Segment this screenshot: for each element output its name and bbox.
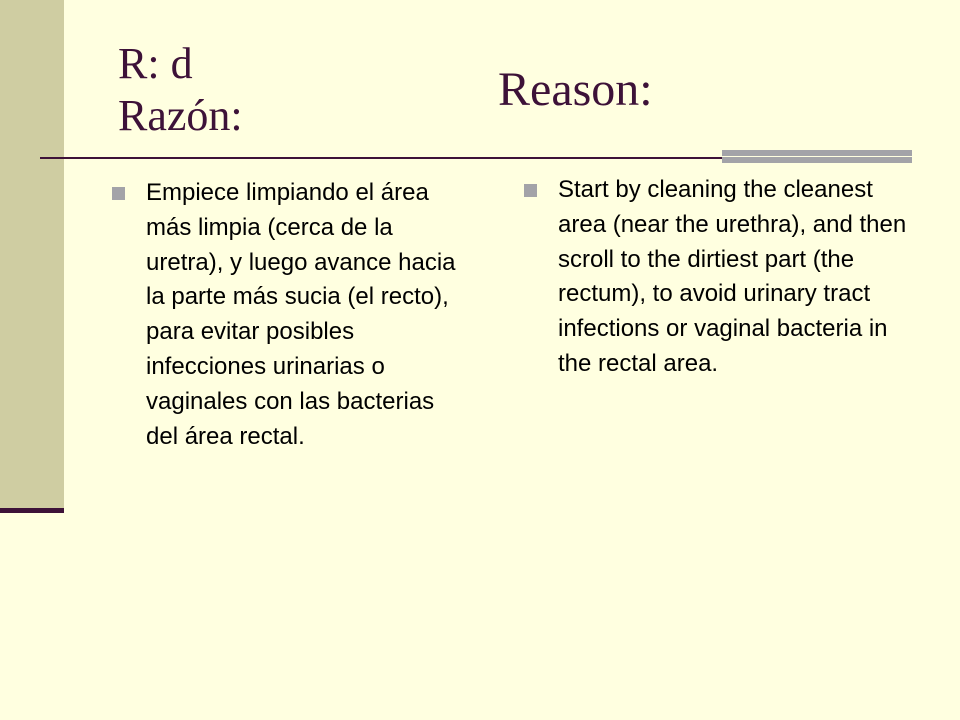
bullet-list-spanish [112,176,472,454]
title-left [118,38,243,142]
square-bullet-icon [524,184,537,197]
answer-line: R: d [118,39,193,88]
square-bullet-icon [112,187,125,200]
list-item [112,176,472,454]
bullet-text-spanish: Empiece limpiando el área más limpia (cerca de la uretra), y luego avance hacia la parte más sucia (el recto), para evitar posibles infecciones urinarias o vaginales con las bacterias del área rectal. [146,179,456,450]
sidebar-underline [0,508,64,513]
decorative-sidebar [0,0,64,510]
bullet-list-english [524,173,924,382]
reason-label-es: Razón: [118,91,243,140]
list-item [524,173,924,382]
title-rule-accent-gap [722,156,912,157]
bullet-text-english: Start by cleaning the cleanest area (near the urethra), and then scroll to the dirtiest part (the rectum), to avoid urinary tract infections or vaginal bacteria in the rectal area. [558,176,907,377]
reason-label-en: Reason: [498,63,653,116]
